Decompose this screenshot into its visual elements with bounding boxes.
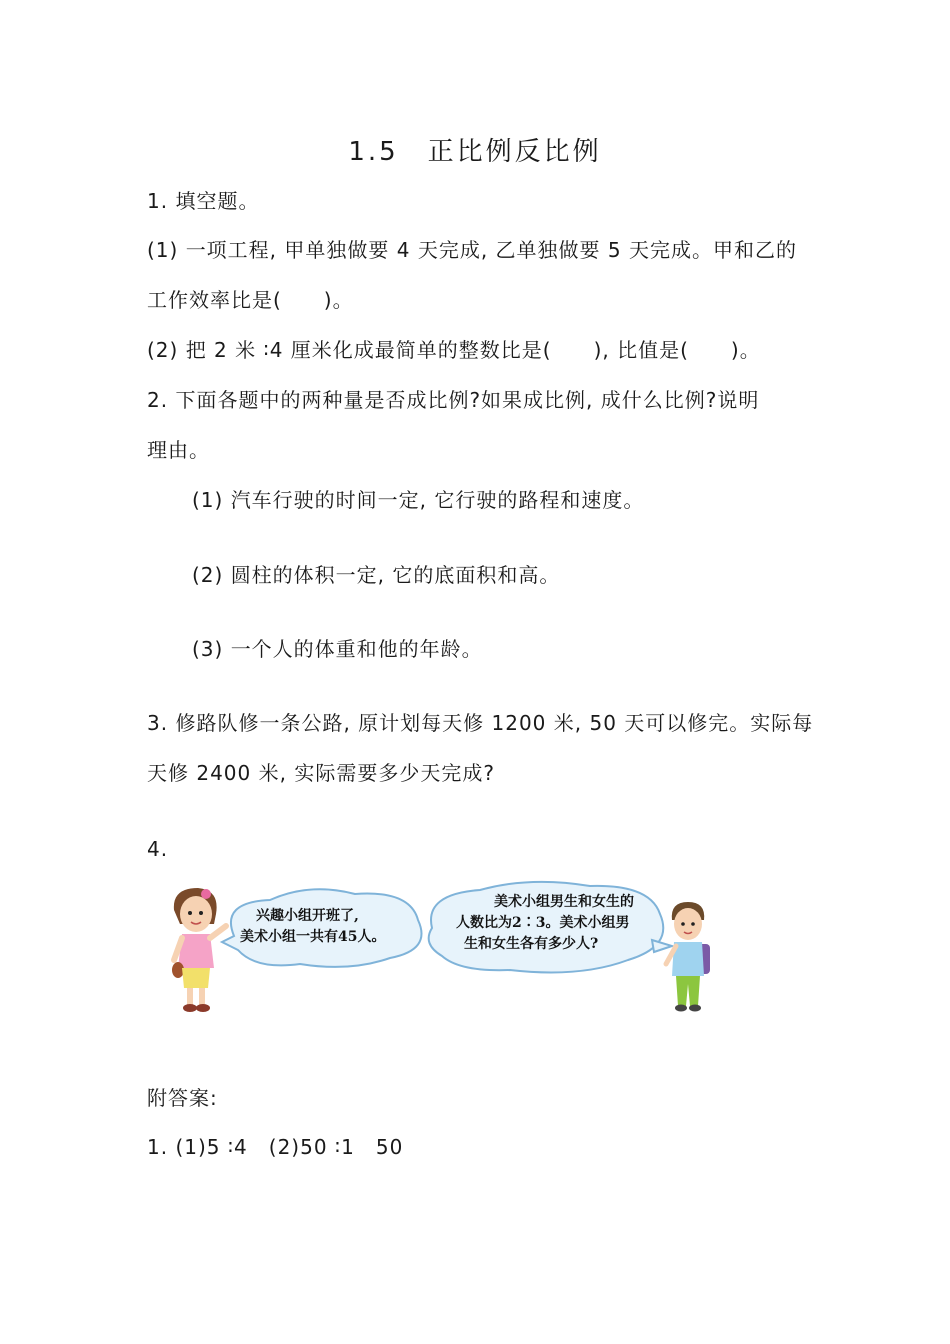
- answers-heading: 附答案:: [147, 1086, 218, 1110]
- q1-part1-line2: 工作效率比是( )。: [147, 288, 354, 312]
- q4-illustration-svg: [160, 880, 720, 1020]
- q4-number: 4.: [147, 837, 169, 861]
- bubble-left-line-2: 美术小组一共有45人。: [240, 929, 386, 945]
- answers-line-1: 1. (1)5 ∶4 (2)50 ∶1 50: [147, 1135, 404, 1159]
- q2-line1: 2. 下面各题中的两种量是否成比例?如果成比例, 成什么比例?说明: [147, 388, 760, 412]
- q1-part2: (2) 把 2 米 ∶4 厘米化成最简单的整数比是( ), 比值是( )。: [147, 338, 761, 362]
- q2-item-3: (3) 一个人的体重和他的年龄。: [192, 637, 483, 661]
- q1-heading: 1. 填空题。: [147, 189, 260, 213]
- bubble-right-line-2: 人数比为2∶3。美术小组男: [456, 915, 630, 931]
- q2-item-1: (1) 汽车行驶的时间一定, 它行驶的路程和速度。: [192, 488, 645, 512]
- q4-illustration: [160, 880, 720, 1020]
- q1-part1-line1: (1) 一项工程, 甲单独做要 4 天完成, 乙单独做要 5 天完成。甲和乙的: [147, 238, 797, 262]
- q2-line2: 理由。: [147, 438, 210, 462]
- q3-line1: 3. 修路队修一条公路, 原计划每天修 1200 米, 50 天可以修完。实际每: [147, 711, 814, 735]
- q3-line2: 天修 2400 米, 实际需要多少天完成?: [147, 761, 495, 785]
- bubble-right-line-1: 美术小组男生和女生的: [494, 894, 634, 910]
- q2-item-2: (2) 圆柱的体积一定, 它的底面积和高。: [192, 563, 561, 587]
- bubble-right-line-3: 生和女生各有多少人?: [464, 936, 599, 952]
- girl-figure-icon: [172, 888, 226, 1012]
- page-title: 1.5 正比例反比例: [348, 137, 602, 167]
- bubble-left-line-1: 兴趣小组开班了,: [256, 908, 359, 924]
- boy-figure-icon: [666, 902, 710, 1012]
